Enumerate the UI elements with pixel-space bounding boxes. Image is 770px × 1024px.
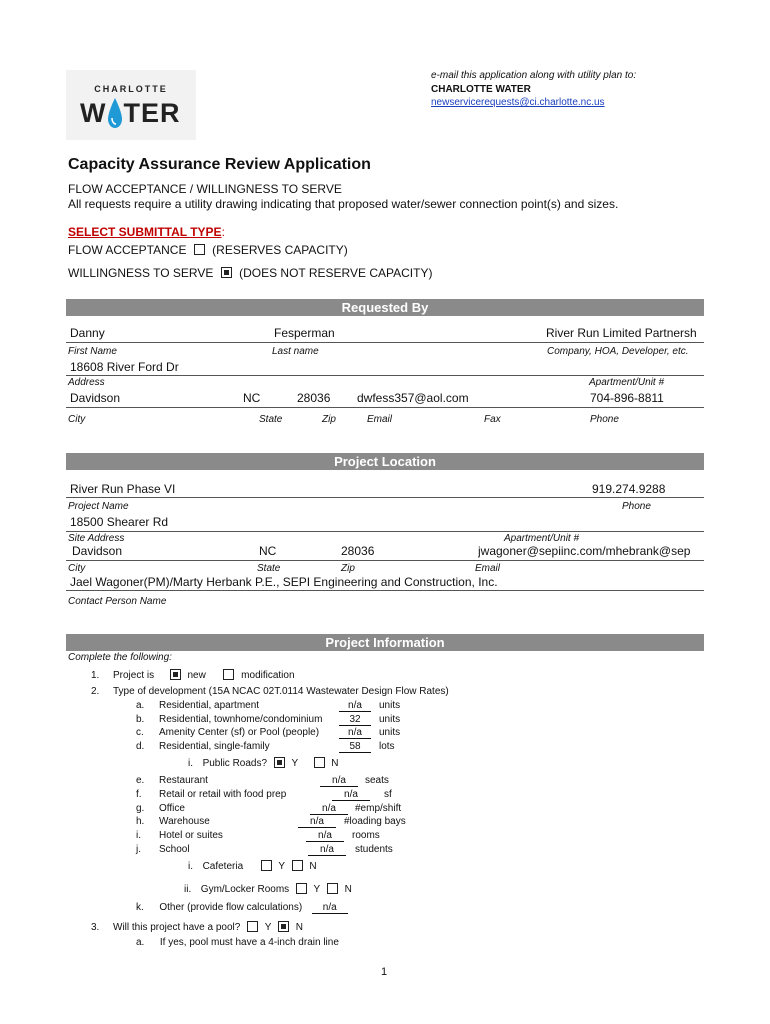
- submittal-heading: SELECT SUBMITTAL TYPE:: [68, 225, 225, 239]
- org-name: CHARLOTTE WATER: [431, 84, 531, 95]
- divider: [66, 590, 704, 591]
- other-row: k. Other (provide flow calculations) n/a: [136, 902, 348, 914]
- company-label: Company, HOA, Developer, etc.: [547, 346, 689, 357]
- gym-yes-checkbox[interactable]: [296, 883, 307, 894]
- fax-label: Fax: [484, 414, 501, 425]
- page-title: Capacity Assurance Review Application: [68, 156, 371, 173]
- public-roads-label: Public Roads?: [202, 758, 268, 770]
- email-label: Email: [367, 414, 393, 425]
- project-new-checkbox[interactable]: [170, 669, 181, 680]
- phone-label: Phone: [590, 414, 619, 425]
- development-value[interactable]: 58: [339, 741, 371, 753]
- gym-row: ii. Gym/Locker Rooms Y N: [184, 884, 352, 896]
- flow-acceptance-checkbox[interactable]: [194, 244, 205, 255]
- project-name-value[interactable]: River Run Phase VI: [70, 482, 176, 496]
- development-item: a. Residential, apartment n/a units: [136, 700, 401, 711]
- other-value[interactable]: n/a: [312, 902, 348, 914]
- development-item: i. Hotel or suites n/a rooms: [136, 830, 380, 842]
- water-drop-icon: [106, 96, 124, 130]
- project-modification-checkbox[interactable]: [223, 669, 234, 680]
- development-value[interactable]: n/a: [298, 816, 336, 828]
- last-name-value[interactable]: Fesperman: [274, 326, 335, 340]
- project-modification-label: modification: [241, 670, 295, 682]
- subtitle-flow: FLOW ACCEPTANCE / WILLINGNESS TO SERVE: [68, 182, 342, 196]
- q3a-label: If yes, pool must have a 4-inch drain line: [159, 937, 339, 948]
- cafeteria-label: Cafeteria: [202, 861, 244, 873]
- logo-line1: CHARLOTTE: [94, 84, 168, 94]
- submission-email-link[interactable]: newservicerequests@ci.charlotte.nc.us: [431, 97, 605, 108]
- q1-label: Project is: [113, 670, 155, 682]
- development-item: j. School n/a students: [136, 843, 393, 855]
- contact-person-value[interactable]: Jael Wagoner(PM)/Marty Herbank P.E., SEPI Engineering and Construction, Inc.: [70, 575, 498, 589]
- q1-row: [113, 670, 295, 681]
- charlotte-water-logo: [66, 70, 196, 140]
- development-value[interactable]: 32: [339, 714, 371, 726]
- public-roads-row: i. Public Roads? Y N: [188, 758, 339, 770]
- company-value[interactable]: River Run Limited Partnersh: [546, 326, 697, 340]
- q2-number: 2.: [91, 686, 100, 697]
- project-phone-label: Phone: [622, 501, 651, 512]
- site-address-value[interactable]: 18500 Shearer Rd: [70, 515, 169, 529]
- project-new-label: new: [187, 670, 206, 682]
- q1-number: 1.: [91, 670, 100, 681]
- site-apartment-label: Apartment/Unit #: [504, 533, 580, 544]
- pool-no-checkbox[interactable]: [278, 921, 289, 932]
- last-name-label: Last name: [272, 346, 319, 357]
- development-list-b: [136, 775, 436, 858]
- divider: [66, 375, 704, 376]
- page-number: 1: [381, 966, 388, 978]
- site-zip-value[interactable]: 28036: [341, 544, 375, 558]
- site-city-value[interactable]: Davidson: [72, 544, 123, 558]
- logo-letter-w: W: [80, 98, 107, 128]
- site-state-label: State: [257, 563, 281, 574]
- development-item: b. Residential, townhome/condominium 32 units: [136, 713, 401, 725]
- public-roads-yes-checkbox[interactable]: [274, 757, 285, 768]
- divider: [66, 342, 704, 343]
- development-item: c. Amenity Center (sf) or Pool (people) n/a units: [136, 727, 401, 738]
- subtitle-requirements: All requests require a utility drawing indicating that proposed water/sewer connection point(s) and sizes.: [68, 197, 619, 211]
- q3-label: Will this project have a pool?: [113, 922, 241, 934]
- development-item: h. Warehouse n/a #loading bays: [136, 816, 406, 828]
- address-value[interactable]: 18608 River Ford Dr: [70, 360, 179, 374]
- cafeteria-row: i. Cafeteria Y N: [188, 861, 317, 873]
- site-zip-label: Zip: [341, 563, 355, 574]
- project-phone-value[interactable]: 919.274.9288: [592, 482, 666, 496]
- cafeteria-yes-checkbox[interactable]: [261, 860, 272, 871]
- first-name-label: First Name: [68, 346, 117, 357]
- development-item: g. Office n/a #emp/shift: [136, 802, 402, 814]
- complete-following-label: Complete the following:: [68, 652, 172, 663]
- state-label: State: [259, 414, 283, 425]
- site-email-value[interactable]: jwagoner@sepiinc.com/mhebrank@sep: [478, 544, 691, 558]
- zip-value[interactable]: 28036: [297, 391, 331, 405]
- q2-label: Type of development (15A NCAC 02T.0114 Wastewater Design Flow Rates): [113, 686, 449, 697]
- contact-person-label: Contact Person Name: [68, 596, 167, 607]
- flow-acceptance-note: (RESERVES CAPACITY): [212, 243, 348, 257]
- logo-letters-ter: TER: [123, 98, 181, 128]
- divider: [66, 560, 704, 561]
- development-value[interactable]: n/a: [306, 830, 344, 842]
- project-location-header: Project Location: [66, 453, 704, 470]
- development-item: e. Restaurant n/a seats: [136, 775, 389, 786]
- other-label: Other (provide flow calculations): [159, 902, 303, 913]
- requested-by-header: Requested By: [66, 299, 704, 316]
- gym-label: Gym/Locker Rooms: [200, 884, 290, 896]
- site-city-label: City: [68, 563, 86, 574]
- development-item: f. Retail or retail with food prep n/a sf: [136, 788, 392, 800]
- project-information-header: Project Information: [66, 634, 704, 651]
- apartment-label: Apartment/Unit #: [589, 377, 665, 388]
- development-value[interactable]: n/a: [308, 844, 346, 856]
- gym-no-checkbox[interactable]: [327, 883, 338, 894]
- site-email-label: Email: [475, 563, 501, 574]
- city-value[interactable]: Davidson: [70, 391, 121, 405]
- willingness-note: (DOES NOT RESERVE CAPACITY): [239, 266, 433, 280]
- address-label: Address: [68, 377, 105, 388]
- pool-yes-checkbox[interactable]: [247, 921, 258, 932]
- logo-wordmark: [80, 98, 180, 129]
- willingness-row: [68, 266, 432, 280]
- site-address-label: Site Address: [68, 533, 125, 544]
- development-value[interactable]: n/a: [320, 775, 358, 787]
- zip-label: Zip: [322, 414, 336, 425]
- divider: [66, 407, 704, 408]
- q3-number: 3.: [91, 922, 100, 933]
- willingness-label: WILLINGNESS TO SERVE: [68, 266, 214, 280]
- development-value[interactable]: n/a: [332, 789, 370, 801]
- q3a-row: a. If yes, pool must have a 4-inch drain line: [136, 937, 339, 948]
- city-label: City: [68, 414, 86, 425]
- first-name-value[interactable]: Danny: [70, 326, 105, 340]
- development-list-a: [136, 700, 436, 754]
- development-item: d. Residential, single-family 58 lots: [136, 740, 395, 752]
- email-instruction: e-mail this application along with utility plan to:: [431, 70, 637, 81]
- public-roads-no-checkbox[interactable]: [314, 757, 325, 768]
- flow-acceptance-label: FLOW ACCEPTANCE: [68, 243, 187, 257]
- willingness-checkbox[interactable]: [221, 267, 232, 278]
- phone-value[interactable]: 704-896-8811: [590, 391, 664, 405]
- email-value[interactable]: dwfess357@aol.com: [357, 391, 469, 405]
- development-value[interactable]: n/a: [339, 727, 371, 739]
- q3-row: Will this project have a pool? Y N: [113, 922, 303, 934]
- cafeteria-no-checkbox[interactable]: [292, 860, 303, 871]
- development-value[interactable]: n/a: [339, 700, 371, 712]
- project-name-label: Project Name: [68, 501, 129, 512]
- state-value[interactable]: NC: [243, 391, 261, 405]
- development-value[interactable]: n/a: [310, 803, 348, 815]
- divider: [66, 497, 704, 498]
- flow-acceptance-row: [68, 243, 348, 257]
- divider: [66, 531, 704, 532]
- site-state-value[interactable]: NC: [259, 544, 277, 558]
